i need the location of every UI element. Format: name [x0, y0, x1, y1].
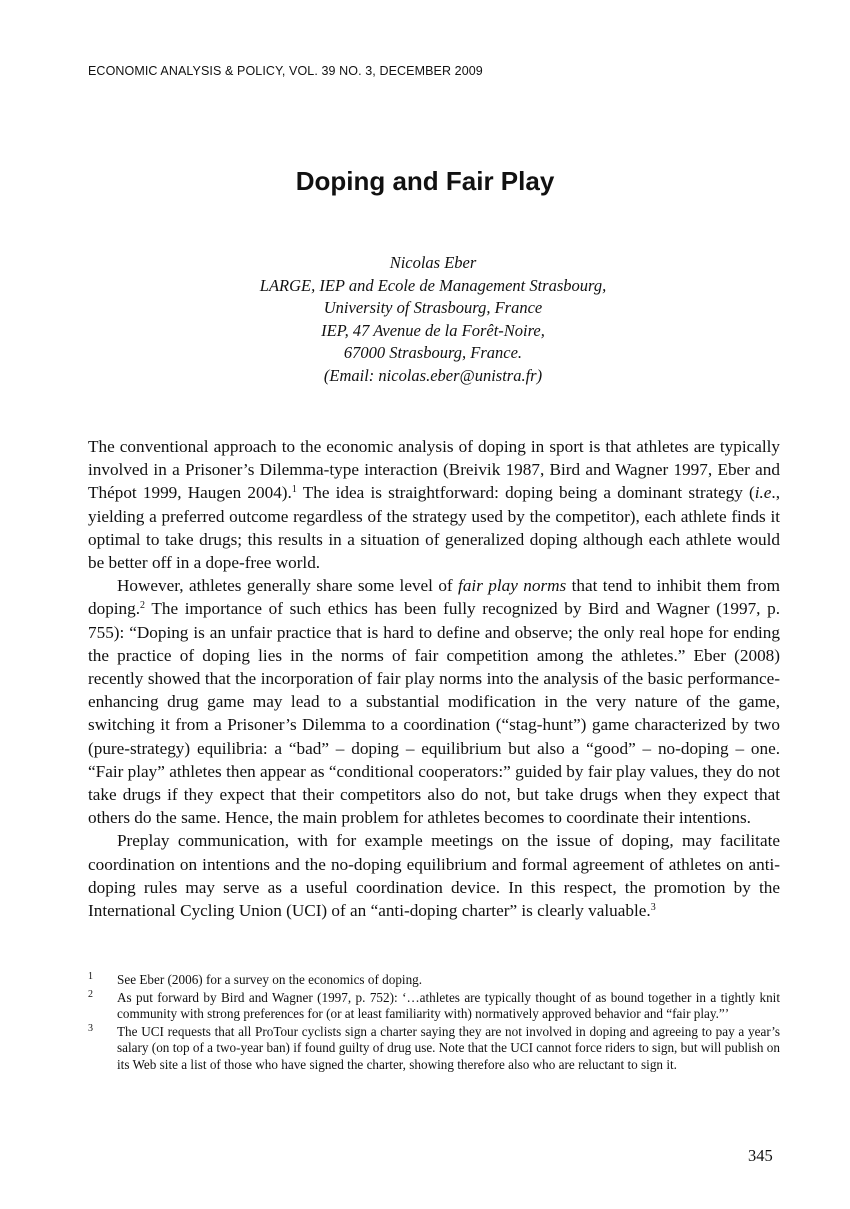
- footnote-1-number: 1: [88, 971, 93, 982]
- running-head: ECONOMIC ANALYSIS & POLICY, VOL. 39 NO. 3, DECEMBER 2009: [88, 64, 483, 78]
- paragraph-2-emphasis: fair play norms: [458, 576, 567, 596]
- paragraph-2-text-c: The importance of such ethics has been fully recognized by Bird and Wagner (1997, p. 755): “Doping is an unfair practice that is hard to define and observe; the only real hope for ending the practice of doping lies in the norms of fair competition among the athletes.” Eber (2008) recently showed that the incorporation of fair play norms into the analysis of the basic performance-enhancing drug game may lead to a substantial modification in the very nature of the game, switching it from a Prisoner’s Dilemma to a coordination (“stag-hunt”) game characterized by two (pure-strategy) equilibria: a “bad” – doping – equilibrium but also a “good” – no-doping – one. “Fair play” athletes then appear as “conditional cooperators:” guided by fair play values, they do not take drugs if they expect that their competitors also do not, but take drugs when they expect that others do the same. Hence, the main problem for athletes becomes to coordinate their intentions.: [88, 599, 780, 828]
- footnote-3: [88, 1024, 780, 1074]
- paragraph-2-text-b: that tend to inhibit them from doping.: [88, 576, 780, 619]
- author-name: Nicolas Eber: [389, 253, 477, 272]
- footnote-2-text: As put forward by Bird and Wagner (1997, p. 752): ‘…athletes are typically thought of as bound together in a tightly knit community with strong preferences for (or at least familiarity with) normatively approved behavior and “fair play.”’: [117, 989, 780, 1022]
- paragraph-1-text-a: The conventional approach to the economic analysis of doping in sport is that athletes are typically involved in a Prisoner’s Dilemma-type interaction (Breivik 1987, Bird and Wagner 1997, Eber and Thépot 1999, Haugen 2004).: [88, 437, 780, 503]
- footnote-3-number: 3: [88, 1022, 93, 1034]
- author-address-1: IEP, 47 Avenue de la Forêt-Noire,: [321, 320, 545, 340]
- footnote-ref-2: 2: [140, 600, 146, 612]
- paragraph-2-text-a: However, athletes generally share some level of: [117, 576, 459, 596]
- footnote-3-text: The UCI requests that all ProTour cyclists sign a charter saying they are not involved in doping and agreeing to pay a year’s salary (on top of a two-year ban) if found guilty of drug use. Note that the UCI cannot force riders to sign, but will publish on its Web site a list of those who have signed the charter, showing therefore also who are reluctant to sign it.: [117, 1023, 780, 1072]
- author-affiliation-1: LARGE, IEP and Ecole de Management Strasbourg,: [259, 275, 607, 295]
- article-title: Doping and Fair Play: [295, 166, 555, 196]
- paragraph-1-text-b: The idea is straightforward: doping being a dominant strategy (: [296, 483, 755, 503]
- author-affiliation-2: University of Strasbourg, France: [323, 298, 543, 317]
- footnotes: [88, 972, 780, 1075]
- paragraph-3-text-a: Preplay communication, with for example meetings on the issue of doping, may facilitate coordination on intentions and the no-doping equilibrium and formal agreement of athletes on anti-doping rules may serve as a useful coordination device. In this respect, the promotion by the International Cycling Union (UCI) of an “anti-doping charter” is clearly valuable.: [88, 831, 780, 921]
- paragraph-3: [88, 829, 780, 922]
- paragraph-1: [88, 435, 780, 574]
- paragraph-2: [88, 574, 780, 829]
- paragraph-1-ie: i.e: [754, 483, 772, 503]
- footnote-2-number: 2: [88, 988, 93, 1000]
- article-body: [88, 435, 780, 922]
- footnote-2: [88, 990, 780, 1023]
- author-block: [0, 252, 850, 387]
- page-number: 345: [748, 1146, 773, 1165]
- paragraph-1-text-c: ., yielding a preferred outcome regardless of the strategy used by the competitor), each athlete finds it optimal to take drugs; this results in a situation of generalized doping although each athlete would be better off in a dope-free world.: [88, 483, 781, 573]
- footnote-1-text: See Eber (2006) for a survey on the economics of doping.: [117, 972, 423, 987]
- author-email: (Email: nicolas.eber@unistra.fr): [323, 365, 543, 385]
- author-address-2: 67000 Strasbourg, France.: [343, 343, 523, 362]
- footnote-1: [88, 972, 780, 989]
- footnote-ref-3: 3: [650, 902, 656, 914]
- footnote-ref-1: 1: [291, 484, 297, 496]
